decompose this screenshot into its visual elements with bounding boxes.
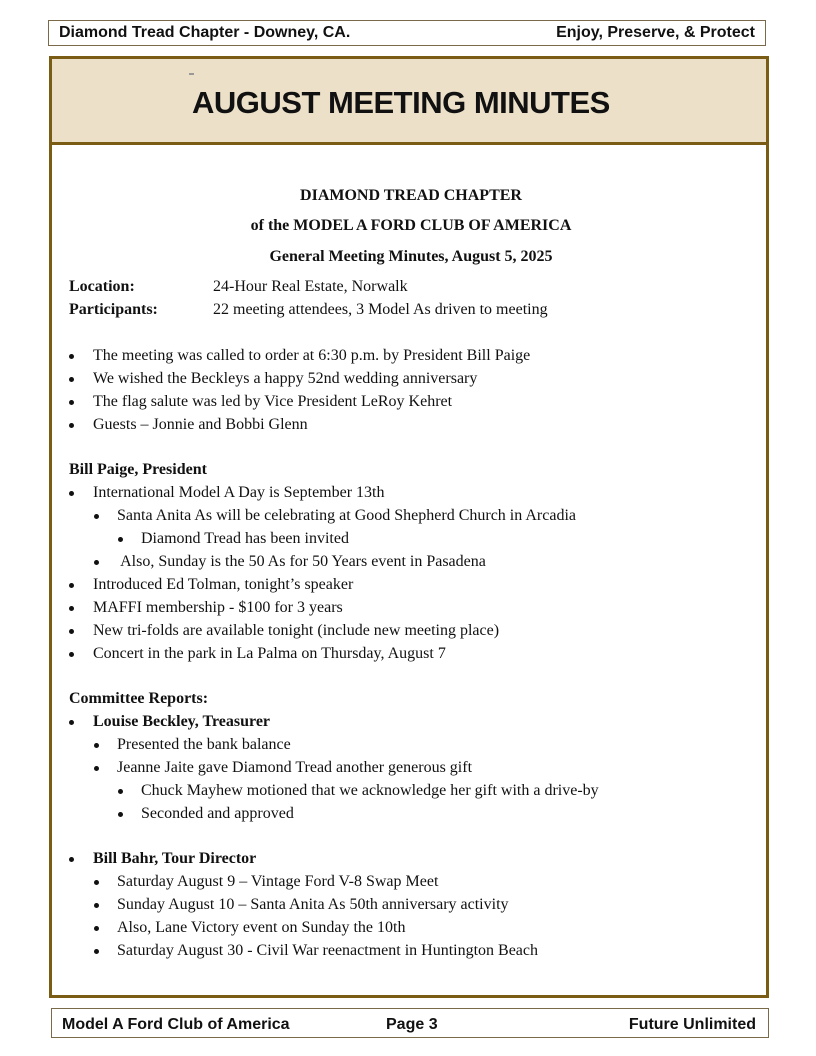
list-item: Presented the bank balance [117, 736, 291, 754]
list-item: The flag salute was led by Vice President LeRoy Kehret [93, 393, 452, 411]
bullet-icon [94, 743, 99, 748]
header-motto: Enjoy, Preserve, & Protect [556, 24, 755, 41]
bullet-icon [94, 560, 99, 565]
footer-slogan: Future Unlimited [628, 1016, 756, 1033]
bullet-icon [69, 629, 74, 634]
list-item: Concert in the park in La Palma on Thursday, August 7 [93, 645, 446, 663]
bullet-icon [69, 423, 74, 428]
bullet-icon [69, 606, 74, 611]
committee-heading: Committee Reports: [69, 690, 209, 707]
treasurer-heading: Louise Beckley, Treasurer [93, 713, 270, 731]
list-item: Introduced Ed Tolman, tonight’s speaker [93, 576, 353, 594]
bullet-icon [94, 903, 99, 908]
bullet-icon [118, 812, 123, 817]
title-banner [52, 59, 766, 145]
banner-mark [189, 73, 194, 75]
bullet-icon [69, 354, 74, 359]
list-item: Also, Sunday is the 50 As for 50 Years event in Pasadena [117, 553, 486, 571]
list-item: Jeanne Jaite gave Diamond Tread another generous gift [117, 759, 472, 777]
list-item: Santa Anita As will be celebrating at Good Shepherd Church in Arcadia [117, 507, 576, 525]
content-frame [49, 56, 769, 998]
intro-club: of the MODEL A FORD CLUB OF AMERICA [250, 217, 572, 234]
list-item: International Model A Day is September 13th [93, 484, 385, 502]
bullet-icon [69, 720, 74, 725]
list-item: Seconded and approved [141, 805, 294, 823]
participants-value: 22 meeting attendees, 3 Model As driven to meeting [213, 301, 548, 318]
bullet-icon [94, 766, 99, 771]
header-chapter: Diamond Tread Chapter - Downey, CA. [59, 24, 351, 41]
bullet-icon [94, 514, 99, 519]
list-item: Diamond Tread has been invited [141, 530, 349, 548]
bullet-icon [69, 491, 74, 496]
participants-label: Participants: [69, 301, 158, 318]
list-item: We wished the Beckleys a happy 52nd wedding anniversary [93, 370, 477, 388]
page-header [48, 20, 766, 46]
bullet-icon [69, 377, 74, 382]
list-item: Saturday August 30 - Civil War reenactment in Huntington Beach [117, 942, 538, 960]
bullet-icon [118, 537, 123, 542]
list-item: Saturday August 9 – Vintage Ford V-8 Swap Meet [117, 873, 438, 891]
tour-heading: Bill Bahr, Tour Director [93, 850, 256, 868]
participants-row [69, 301, 548, 319]
location-value: 24-Hour Real Estate, Norwalk [213, 278, 408, 295]
bullet-icon [69, 400, 74, 405]
intro-chapter: DIAMOND TREAD CHAPTER [300, 187, 522, 204]
list-item: Guests – Jonnie and Bobbi Glenn [93, 416, 308, 434]
page-title: AUGUST MEETING MINUTES [192, 85, 610, 120]
list-item: New tri-folds are available tonight (include new meeting place) [93, 622, 499, 640]
footer-page-number: Page 3 [386, 1016, 438, 1033]
bullet-icon [69, 652, 74, 657]
bullet-icon [69, 857, 74, 862]
intro-date: General Meeting Minutes, August 5, 2025 [269, 248, 553, 265]
list-item: Chuck Mayhew motioned that we acknowledge her gift with a drive-by [141, 782, 599, 800]
location-label: Location: [69, 278, 135, 295]
bullet-icon [94, 949, 99, 954]
footer-club: Model A Ford Club of America [62, 1016, 290, 1033]
list-item: Sunday August 10 – Santa Anita As 50th anniversary activity [117, 896, 509, 914]
list-item: MAFFI membership - $100 for 3 years [93, 599, 343, 617]
bullet-icon [69, 583, 74, 588]
bullet-icon [94, 926, 99, 931]
page-footer [51, 1008, 769, 1038]
president-heading: Bill Paige, President [69, 461, 207, 478]
bullet-icon [94, 880, 99, 885]
bullet-icon [118, 789, 123, 794]
location-row [69, 278, 408, 296]
list-item: The meeting was called to order at 6:30 p.m. by President Bill Paige [93, 347, 530, 365]
list-item: Also, Lane Victory event on Sunday the 10th [117, 919, 405, 937]
